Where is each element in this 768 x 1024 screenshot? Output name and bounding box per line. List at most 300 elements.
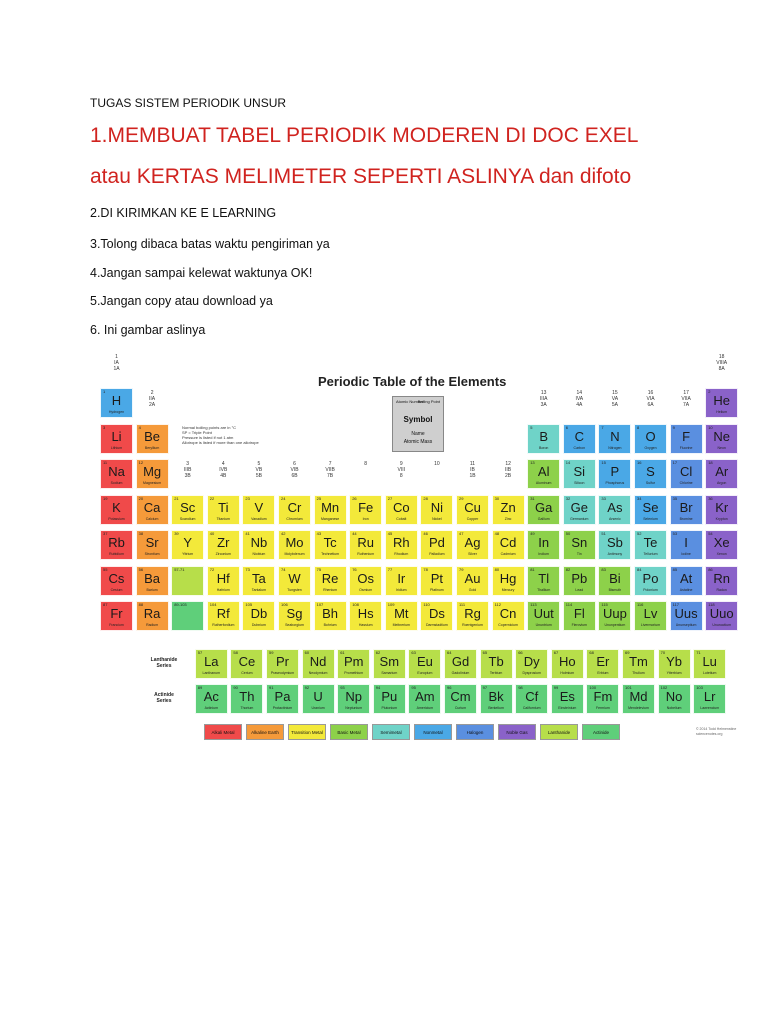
- actinide-cell: [444, 684, 477, 714]
- element-cell: [670, 459, 703, 489]
- element-symbol: Ds: [428, 606, 445, 621]
- element-name: Niobium: [252, 552, 266, 556]
- element-name: Europium: [417, 670, 433, 675]
- element-cell: [207, 530, 240, 560]
- element-name: Roentgenium: [462, 623, 483, 627]
- element-symbol: In: [538, 535, 550, 550]
- actinide-cell: [373, 684, 406, 714]
- legend-swatch: Semimetal: [372, 724, 410, 740]
- element-symbol: V: [254, 499, 264, 515]
- element-symbol: Yb: [666, 653, 683, 669]
- element-cell: [349, 495, 382, 525]
- element-cell: [171, 495, 204, 525]
- element-symbol: Bk: [488, 689, 504, 704]
- element-symbol: W: [288, 570, 301, 586]
- element-cell: [242, 601, 275, 631]
- element-symbol: Sb: [606, 535, 623, 550]
- element-name: Antimony: [607, 552, 623, 556]
- element-symbol: Pa: [274, 689, 291, 704]
- element-symbol: Zn: [500, 499, 516, 515]
- atomic-number: 72: [209, 566, 215, 572]
- element-symbol: Hs: [357, 606, 374, 621]
- element-name: Californium: [522, 706, 541, 710]
- element-symbol: Eu: [416, 653, 433, 669]
- atomic-number: 87: [103, 602, 108, 607]
- group-label: 11 IB 1B: [469, 460, 476, 479]
- element-name: Carbon: [573, 445, 586, 450]
- element-cell: [563, 530, 596, 560]
- element-cell: [705, 566, 738, 596]
- atomic-number: 63: [411, 649, 416, 655]
- element-symbol: Po: [642, 570, 659, 586]
- element-name: Vanadium: [251, 516, 267, 521]
- atomic-number: 19: [103, 495, 108, 501]
- element-symbol: Si: [573, 464, 586, 479]
- atomic-number: 78: [423, 566, 428, 572]
- element-name: Gallium: [537, 516, 550, 521]
- legend-swatch: Alkaline Earth: [246, 724, 284, 740]
- key-name: Name: [411, 431, 425, 437]
- atomic-number: 6: [565, 424, 569, 430]
- element-cell: [100, 495, 133, 525]
- element-symbol: Sn: [571, 535, 588, 550]
- element-cell: [705, 388, 738, 418]
- atomic-number: 94: [375, 685, 381, 690]
- atomic-number: 2: [708, 389, 711, 394]
- lanthanide-cell: [444, 649, 477, 679]
- element-cell: [349, 601, 382, 631]
- element-symbol: P: [610, 464, 620, 479]
- atomic-number: 108: [352, 602, 359, 607]
- element-name: Platinum: [430, 587, 444, 592]
- atomic-number: 89-103: [174, 602, 187, 607]
- element-name: Fermium: [595, 706, 610, 710]
- lanthanide-cell: [408, 649, 441, 679]
- element-symbol: Hg: [499, 570, 517, 586]
- atomic-number: 98: [518, 685, 523, 690]
- element-cell: [563, 424, 596, 454]
- element-name: Rhodium: [394, 552, 409, 556]
- element-name: Hydrogen: [108, 410, 125, 414]
- atomic-number: 50: [565, 531, 571, 536]
- atomic-number: 49: [530, 531, 535, 536]
- element-symbol: Be: [144, 428, 161, 444]
- element-name: Cadmium: [500, 552, 516, 556]
- atomic-number: 95: [411, 685, 416, 690]
- atomic-number: 117: [672, 602, 679, 607]
- element-cell: [634, 566, 667, 596]
- atomic-number: 59: [269, 649, 274, 655]
- key-symbol: Symbol: [403, 415, 433, 424]
- element-symbol: Gd: [451, 653, 470, 669]
- element-name: Lead: [575, 587, 584, 592]
- element-cell: [278, 530, 311, 560]
- element-name: Yttrium: [182, 552, 194, 556]
- element-name: Lanthanum: [202, 670, 221, 675]
- element-cell: [456, 495, 489, 525]
- atomic-number: 9: [672, 424, 675, 430]
- element-symbol: B: [539, 428, 549, 444]
- element-cell: [136, 424, 169, 454]
- element-cell: [492, 601, 525, 631]
- lanthanide-cell: [551, 649, 584, 679]
- element-name: Rubidium: [109, 552, 124, 556]
- atomic-number: 70: [660, 649, 666, 655]
- atomic-number: 28: [423, 495, 428, 501]
- element-cell: [563, 566, 596, 596]
- element-symbol: Cf: [525, 689, 539, 704]
- lanthanide-cell: [266, 649, 299, 679]
- element-name: Scandium: [179, 516, 196, 521]
- element-cell: [136, 601, 169, 631]
- element-name: Sodium: [110, 481, 123, 485]
- element-cell: [563, 495, 596, 525]
- document-heading: TUGAS SISTEM PERIODIK UNSUR: [90, 96, 287, 110]
- element-name: Terbium: [489, 670, 503, 675]
- element-name: Ununseptium: [675, 623, 697, 627]
- group-label: 18 VIIIA 8A: [716, 354, 728, 372]
- element-name: Berkelium: [488, 706, 504, 710]
- element-cell: [598, 459, 631, 489]
- table-notes: [182, 425, 259, 445]
- atomic-number: 7: [601, 424, 604, 430]
- element-symbol: He: [713, 393, 730, 408]
- actinide-cell: [622, 684, 655, 714]
- element-symbol: Ge: [570, 499, 588, 515]
- element-name: Radium: [146, 623, 159, 627]
- element-name: Ununpentium: [604, 623, 626, 627]
- atomic-number: 61: [340, 649, 345, 655]
- atomic-number: 42: [281, 531, 286, 536]
- atomic-number: 93: [340, 685, 345, 690]
- element-name: Magnesium: [143, 481, 162, 485]
- element-cell: [492, 530, 525, 560]
- element-cell: [420, 530, 453, 560]
- atomic-number: 24: [281, 495, 286, 501]
- element-symbol: Cl: [679, 464, 693, 479]
- element-cell: [527, 566, 560, 596]
- element-name: Holmium: [560, 670, 575, 675]
- instruction-line-1: 1.MEMBUAT TABEL PERIODIK MODEREN DI DOC EXEL: [90, 124, 639, 147]
- element-key: [392, 396, 444, 452]
- element-symbol: I: [684, 535, 688, 550]
- element-cell: [456, 601, 489, 631]
- element-name: Zinc: [504, 516, 512, 521]
- legend-swatch: Halogen: [456, 724, 494, 740]
- atomic-number: 106: [281, 602, 288, 607]
- element-symbol: Ti: [218, 499, 229, 515]
- atomic-number: 89: [197, 685, 203, 690]
- element-symbol: Ce: [238, 653, 256, 669]
- element-cell: [527, 459, 560, 489]
- element-cell: [314, 495, 347, 525]
- element-symbol: Ga: [535, 499, 553, 515]
- atomic-number: 29: [459, 495, 464, 501]
- element-name: Bismuth: [608, 587, 622, 592]
- atomic-number: 16: [637, 460, 642, 465]
- element-symbol: Lu: [702, 653, 717, 669]
- atomic-number: 51: [601, 531, 606, 536]
- element-cell: [670, 566, 703, 596]
- atomic-number: 57: [197, 649, 203, 655]
- note-line: SP = Triple Point: [182, 430, 212, 435]
- element-cell: [100, 601, 133, 631]
- atomic-number: 35: [672, 495, 678, 501]
- element-symbol: Ho: [558, 653, 576, 669]
- element-cell: [171, 530, 204, 560]
- atomic-number: 48: [494, 531, 500, 536]
- atomic-number: 118: [708, 602, 715, 607]
- element-cell: [171, 566, 204, 596]
- atomic-number: 38: [138, 531, 144, 536]
- atomic-number: 13: [530, 460, 535, 465]
- actinide-cell: [266, 684, 299, 714]
- atomic-number: 83: [601, 566, 606, 572]
- note-line: Allotrope is listed if more than one allotrope: [182, 440, 259, 445]
- atomic-number: 88: [138, 602, 144, 607]
- actinide-cell: [195, 684, 228, 714]
- element-symbol: O: [645, 428, 656, 444]
- element-cell: [207, 495, 240, 525]
- atomic-number: 67: [553, 649, 559, 655]
- element-name: Einsteinium: [558, 706, 577, 710]
- element-symbol: Os: [357, 570, 374, 586]
- atomic-number: 17: [672, 460, 678, 465]
- element-name: Gadolinium: [451, 670, 470, 675]
- element-symbol: Pd: [428, 535, 445, 550]
- atomic-number: 65: [482, 649, 488, 655]
- atomic-number: 44: [352, 531, 357, 536]
- element-symbol: Rf: [216, 606, 230, 621]
- element-cell: [100, 566, 133, 596]
- element-name: Plutonium: [381, 706, 398, 710]
- atomic-number: 115: [601, 602, 608, 607]
- element-cell: [136, 459, 169, 489]
- lanthanide-cell: [515, 649, 548, 679]
- legend-swatch: Lanthanide: [540, 724, 578, 740]
- atomic-number: 64: [447, 649, 452, 655]
- element-symbol: Tl: [538, 570, 550, 586]
- element-symbol: Uup: [602, 606, 627, 621]
- element-cell: [527, 424, 560, 454]
- element-cell: [171, 601, 204, 631]
- element-name: Thulium: [632, 670, 645, 675]
- atomic-number: 27: [387, 495, 393, 501]
- atomic-number: 69: [625, 649, 630, 655]
- element-name: Meitnerium: [392, 623, 410, 627]
- element-cell: [456, 530, 489, 560]
- element-symbol: Pr: [276, 653, 289, 669]
- element-name: Mendelevium: [628, 706, 649, 710]
- element-name: Flerovium: [571, 623, 587, 627]
- element-name: Erbium: [597, 670, 609, 675]
- element-cell: [705, 424, 738, 454]
- element-name: Calcium: [145, 516, 159, 521]
- atomic-number: 1: [103, 389, 106, 394]
- atomic-number: 103: [696, 685, 703, 690]
- lanthanide-cell: [337, 649, 370, 679]
- group-label: 1 IA 1A: [113, 354, 120, 372]
- element-name: Strontium: [144, 552, 160, 556]
- element-symbol: Lv: [643, 606, 658, 621]
- element-name: Nobelium: [666, 706, 682, 710]
- element-symbol: Ca: [143, 499, 161, 515]
- element-symbol: Cu: [464, 499, 481, 515]
- element-name: Chlorine: [679, 481, 693, 485]
- element-name: Phosphorus: [605, 481, 625, 485]
- group-label: 10: [434, 460, 440, 467]
- element-name: Copernicium: [498, 623, 518, 627]
- element-name: Tin: [576, 552, 582, 556]
- element-symbol: As: [607, 499, 623, 515]
- element-symbol: Na: [108, 464, 125, 479]
- element-symbol: Ne: [713, 428, 730, 444]
- element-name: Tellurium: [643, 552, 658, 556]
- element-cell: [705, 601, 738, 631]
- element-cell: [207, 566, 240, 596]
- atomic-number: 81: [530, 566, 535, 572]
- element-name: Gold: [468, 587, 477, 592]
- lanthanide-cell: [586, 649, 619, 679]
- element-cell: [136, 495, 169, 525]
- atomic-number: 86: [708, 566, 713, 572]
- element-name: Nickel: [432, 516, 442, 521]
- atomic-number: 73: [245, 566, 250, 572]
- element-symbol: Uut: [533, 606, 554, 621]
- element-symbol: Uus: [674, 606, 698, 621]
- element-symbol: At: [679, 570, 693, 586]
- atomic-number: 20: [138, 495, 144, 501]
- lanthanide-cell: [693, 649, 726, 679]
- element-symbol: Ir: [397, 570, 406, 586]
- element-symbol: Mg: [143, 464, 162, 479]
- element-cell: [598, 495, 631, 525]
- element-cell: [385, 601, 418, 631]
- element-name: Dysprosium: [522, 670, 541, 675]
- element-cell: [670, 530, 703, 560]
- element-name: Rhenium: [323, 587, 338, 592]
- element-name: Bohrium: [323, 623, 337, 627]
- atomic-number: 76: [352, 566, 357, 572]
- element-name: Titanium: [216, 516, 230, 521]
- lanthanide-series-label: Lanthanide Series: [150, 656, 178, 669]
- atomic-number: 116: [637, 602, 644, 607]
- element-symbol: Tm: [629, 653, 648, 669]
- element-symbol: Co: [392, 499, 410, 515]
- atomic-number: 82: [565, 566, 571, 572]
- element-symbol: Rg: [464, 606, 481, 621]
- note-line: Pressure is listed if not 1 atm: [182, 435, 234, 440]
- element-cell: [420, 601, 453, 631]
- element-cell: [385, 530, 418, 560]
- element-symbol: Cr: [287, 499, 302, 515]
- atomic-number: 58: [233, 649, 238, 655]
- element-name: Beryllium: [144, 445, 160, 450]
- key-boiling-point: Boiling Point: [417, 399, 440, 404]
- element-name: Darmstadtium: [425, 623, 448, 627]
- element-symbol: La: [204, 653, 219, 669]
- atomic-number: 8: [637, 424, 640, 430]
- element-name: Dubnium: [251, 623, 266, 627]
- element-symbol: Sm: [379, 653, 400, 669]
- element-cell: [207, 601, 240, 631]
- element-symbol: H: [111, 393, 122, 408]
- element-name: Tungsten: [287, 587, 302, 592]
- element-cell: [314, 566, 347, 596]
- element-name: Molybdenum: [284, 552, 305, 556]
- element-name: Astatine: [679, 587, 693, 592]
- element-symbol: Nb: [250, 535, 268, 550]
- atomic-number: 77: [387, 566, 393, 572]
- element-symbol: Fl: [573, 606, 585, 621]
- atomic-number: 5: [530, 424, 533, 430]
- element-cell: [563, 601, 596, 631]
- element-cell: [670, 424, 703, 454]
- element-symbol: Li: [111, 428, 122, 444]
- element-symbol: Ac: [203, 689, 219, 704]
- element-symbol: Xe: [713, 535, 730, 550]
- element-name: Polonium: [643, 587, 658, 592]
- element-cell: [385, 495, 418, 525]
- element-cell: [100, 459, 133, 489]
- element-symbol: U: [313, 689, 323, 704]
- element-symbol: Pu: [381, 689, 398, 704]
- element-name: Neon: [717, 445, 726, 450]
- atomic-number: 40: [209, 531, 215, 536]
- atomic-number: 23: [245, 495, 250, 501]
- group-label: 14 IVA 4A: [575, 389, 584, 408]
- element-symbol: Ag: [464, 535, 481, 550]
- element-symbol: Ru: [357, 535, 374, 550]
- element-name: Technetium: [321, 552, 340, 556]
- atomic-number: 104: [209, 602, 217, 607]
- group-label: 17 VIIA 7A: [681, 389, 691, 408]
- element-name: Americium: [416, 706, 434, 710]
- element-symbol: Rh: [392, 535, 410, 550]
- group-label: 13 IIIA 3A: [539, 389, 548, 408]
- atomic-number: 113: [530, 602, 537, 607]
- element-name: Cerium: [241, 670, 253, 675]
- atomic-number: 12: [138, 460, 144, 465]
- lanthanide-cell: [230, 649, 263, 679]
- element-cell: [278, 601, 311, 631]
- element-cell: [278, 566, 311, 596]
- atomic-number: 43: [316, 531, 322, 536]
- element-symbol: Er: [596, 653, 610, 669]
- element-name: Ununoctium: [712, 623, 732, 627]
- element-name: Silver: [468, 552, 477, 556]
- element-cell: [385, 566, 418, 596]
- element-cell: [634, 424, 667, 454]
- element-symbol: Cm: [450, 689, 471, 704]
- lanthanide-cell: [622, 649, 655, 679]
- lanthanide-cell: [195, 649, 228, 679]
- element-name: Cesium: [110, 587, 123, 592]
- group-label: 7 VIIB 7B: [325, 460, 335, 479]
- element-name: Lawrencium: [700, 706, 720, 710]
- atomic-number: 62: [375, 649, 381, 655]
- atomic-number: 68: [589, 649, 594, 655]
- atomic-number: 60: [304, 649, 310, 655]
- atomic-number: 110: [423, 602, 430, 607]
- element-name: Fluorine: [679, 445, 693, 450]
- element-name: Nitrogen: [608, 445, 622, 450]
- element-name: Thorium: [240, 706, 254, 710]
- element-name: Tantalum: [251, 587, 266, 592]
- element-cell: [349, 530, 382, 560]
- element-symbol: Fe: [358, 499, 374, 515]
- element-cell: [136, 530, 169, 560]
